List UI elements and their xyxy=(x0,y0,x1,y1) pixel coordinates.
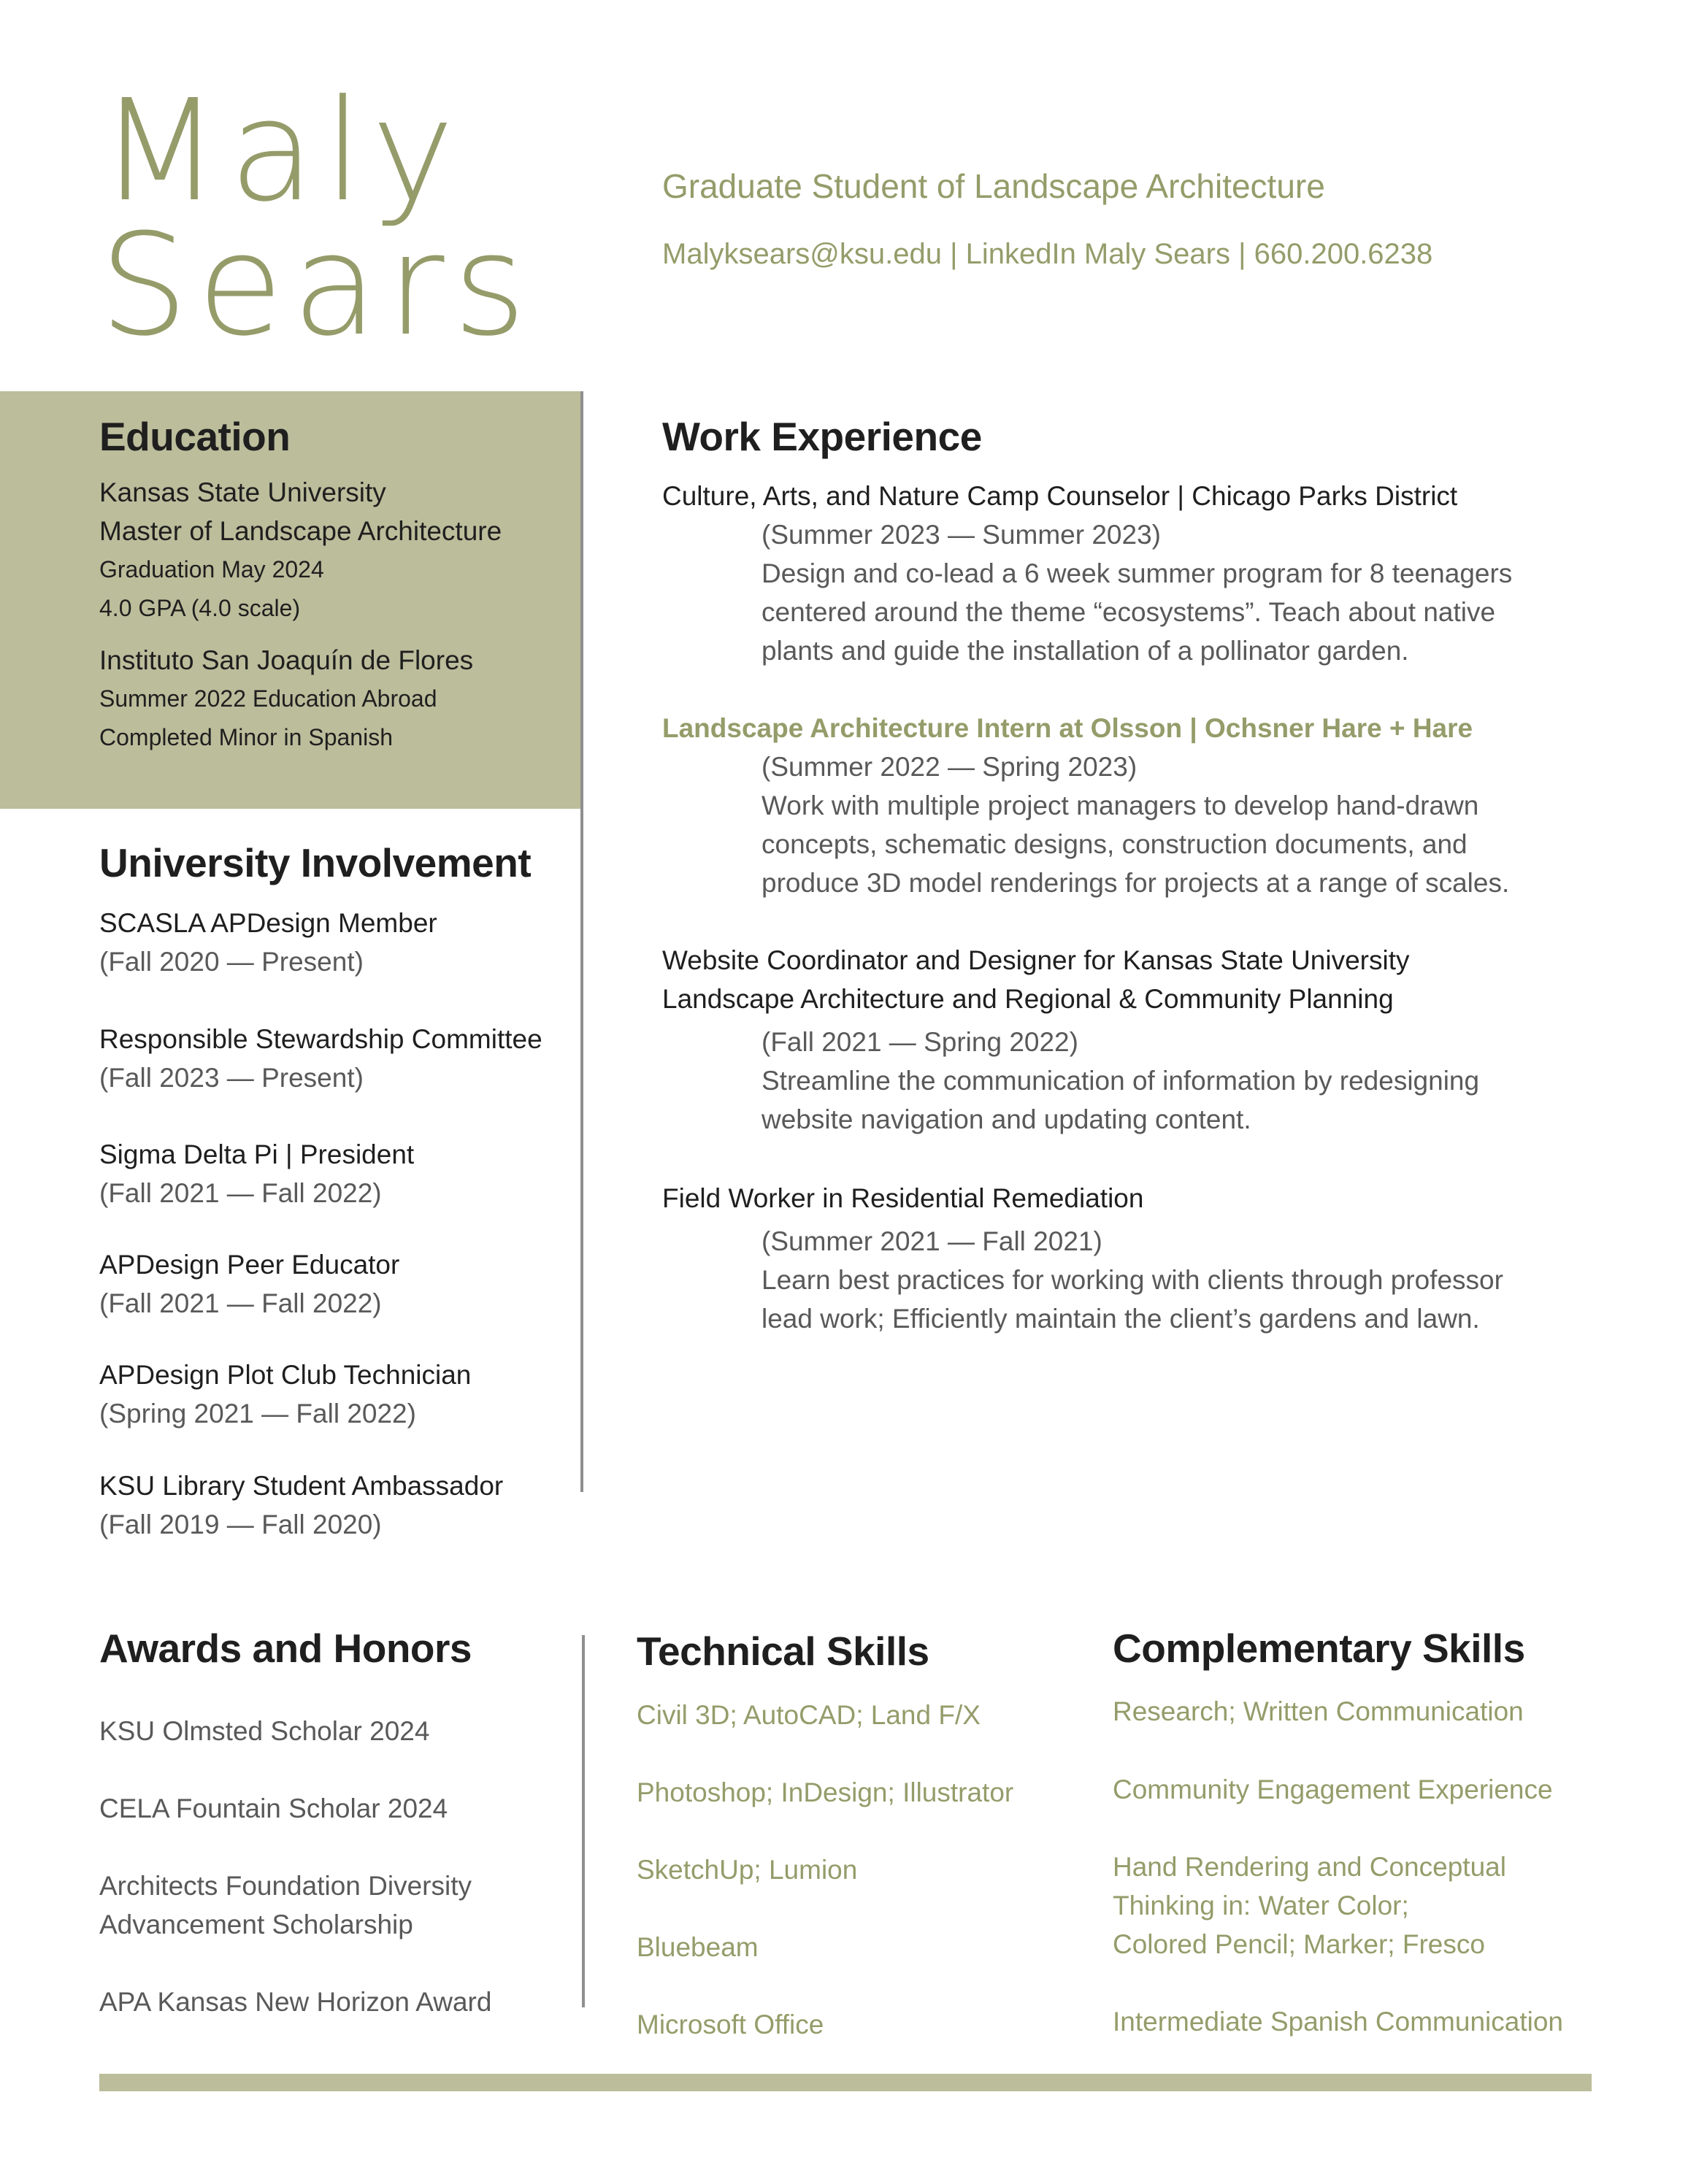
involvement-dates: (Spring 2021 — Fall 2022) xyxy=(99,1399,416,1429)
job-description-line: centered around the theme “ecosystems”. Teach about native xyxy=(761,597,1496,627)
footer-bar xyxy=(99,2074,1592,2091)
complementary-skill: Colored Pencil; Marker; Fresco xyxy=(1113,1929,1485,1959)
contact-line: Malyksears@ksu.edu | LinkedIn Maly Sears | 660.200.6238 xyxy=(662,238,1433,270)
job-subtitle: Graduate Student of Landscape Architecture xyxy=(662,167,1325,205)
job-title: Field Worker in Residential Remediation xyxy=(662,1183,1144,1213)
complementary-skill: Thinking in: Water Color; xyxy=(1113,1891,1409,1920)
education-heading: Education xyxy=(99,414,291,459)
job-entry xyxy=(662,709,1521,902)
technical-skill: Photoshop; InDesign; Illustrator xyxy=(637,1777,1014,1807)
involvement-item xyxy=(99,1245,399,1323)
involvement-item xyxy=(99,1020,542,1097)
complementary-skill: Hand Rendering and Conceptual xyxy=(1113,1852,1506,1882)
awards-section xyxy=(99,1625,472,1672)
involvement-title: SCASLA APDesign Member xyxy=(99,908,437,938)
job-title: Website Coordinator and Designer for Kansas State University xyxy=(662,945,1410,975)
complementary-skill: Intermediate Spanish Communication xyxy=(1113,2007,1563,2037)
involvement-title: Sigma Delta Pi | President xyxy=(99,1139,415,1169)
award-item: Architects Foundation Diversity xyxy=(99,1871,472,1901)
job-description-line: lead work; Efficiently maintain the client’s gardens and lawn. xyxy=(761,1304,1480,1334)
complementary-heading: Complementary Skills xyxy=(1113,1626,1525,1671)
involvement-dates: (Fall 2023 — Present) xyxy=(99,1063,364,1093)
involvement-title: Responsible Stewardship Committee xyxy=(99,1024,542,1054)
complementary-skill: Community Engagement Experience xyxy=(1113,1774,1553,1804)
work-section xyxy=(662,413,982,460)
education-minor: Completed Minor in Spanish xyxy=(99,724,393,750)
technical-heading: Technical Skills xyxy=(637,1629,929,1674)
involvement-item xyxy=(99,1135,414,1212)
education-abroad: Summer 2022 Education Abroad xyxy=(99,685,437,712)
job-description-line: plants and guide the installation of a pollinator garden. xyxy=(761,636,1409,666)
column-divider xyxy=(580,391,583,1492)
first-name: Maly xyxy=(99,70,464,233)
education-gpa: 4.0 GPA (4.0 scale) xyxy=(99,595,301,621)
involvement-item xyxy=(99,1466,503,1544)
job-entry xyxy=(662,941,1521,1139)
job-description-line: Work with multiple project managers to develop hand-drawn xyxy=(761,791,1479,820)
education-graduation: Graduation May 2024 xyxy=(99,556,324,582)
involvement-dates: (Fall 2019 — Fall 2020) xyxy=(99,1510,382,1539)
job-dates: (Fall 2021 — Spring 2022) xyxy=(761,1027,1078,1057)
complementary-skill: Research; Written Communication xyxy=(1113,1696,1524,1726)
award-item: Advancement Scholarship xyxy=(99,1910,413,1939)
involvement-item xyxy=(99,904,437,981)
complementary-section xyxy=(1113,1625,1525,1672)
job-title: Landscape Architecture Intern at Olsson | Ochsner Hare + Hare xyxy=(662,713,1473,743)
involvement-title: KSU Library Student Ambassador xyxy=(99,1471,504,1501)
job-dates: (Summer 2022 — Spring 2023) xyxy=(761,752,1138,782)
involvement-dates: (Fall 2020 — Present) xyxy=(99,947,364,977)
technical-section xyxy=(637,1628,929,1674)
award-item: KSU Olmsted Scholar 2024 xyxy=(99,1716,430,1746)
technical-skill: Civil 3D; AutoCAD; Land F/X xyxy=(637,1700,981,1730)
involvement-dates: (Fall 2021 — Fall 2022) xyxy=(99,1288,382,1318)
awards-heading: Awards and Honors xyxy=(99,1626,472,1671)
involvement-heading: University Involvement xyxy=(99,840,532,885)
job-description-line: Learn best practices for working with clients through professor xyxy=(761,1265,1503,1295)
award-item: APA Kansas New Horizon Award xyxy=(99,1987,492,2017)
job-description-line: produce 3D model renderings for projects at a range of scales. xyxy=(761,868,1510,898)
job-description-line: Streamline the communication of information by redesigning xyxy=(761,1066,1480,1096)
job-entry xyxy=(662,1179,1521,1338)
last-name: Sears xyxy=(99,204,535,367)
bottom-divider xyxy=(582,1635,585,2007)
education-school-2: Instituto San Joaquín de Flores xyxy=(99,645,474,675)
job-description-line: Design and co-lead a 6 week summer program for 8 teenagers xyxy=(761,558,1513,588)
technical-skill: Bluebeam xyxy=(637,1932,759,1962)
job-dates: (Summer 2021 — Fall 2021) xyxy=(761,1226,1102,1256)
involvement-section xyxy=(99,839,531,886)
education-degree: Master of Landscape Architecture xyxy=(99,516,502,546)
job-entry xyxy=(662,477,1521,670)
job-title: Culture, Arts, and Nature Camp Counselor | Chicago Parks District xyxy=(662,481,1458,511)
education-school-1: Kansas State University xyxy=(99,477,386,507)
job-title: Landscape Architecture and Regional & Community Planning xyxy=(662,984,1394,1014)
work-heading: Work Experience xyxy=(662,414,982,459)
technical-skill: SketchUp; Lumion xyxy=(637,1855,858,1885)
job-dates: (Summer 2023 — Summer 2023) xyxy=(761,520,1161,550)
involvement-item xyxy=(99,1356,471,1433)
job-description-line: website navigation and updating content. xyxy=(761,1104,1251,1134)
involvement-dates: (Fall 2021 — Fall 2022) xyxy=(99,1178,382,1208)
technical-skill: Microsoft Office xyxy=(637,2010,824,2039)
involvement-title: APDesign Peer Educator xyxy=(99,1250,400,1280)
involvement-title: APDesign Plot Club Technician xyxy=(99,1360,472,1390)
award-item: CELA Fountain Scholar 2024 xyxy=(99,1793,448,1823)
education-section xyxy=(99,413,502,757)
job-description-line: concepts, schematic designs, construction documents, and xyxy=(761,829,1468,859)
